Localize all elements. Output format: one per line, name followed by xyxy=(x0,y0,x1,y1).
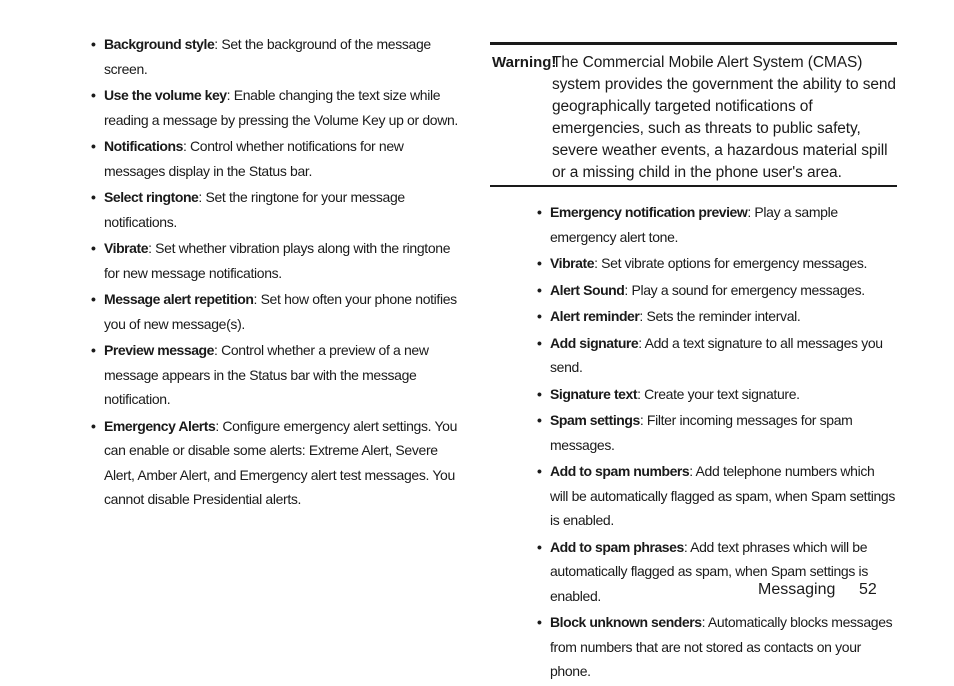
setting-description: : Control whether notifications for new messages display in the Status bar. xyxy=(104,138,404,179)
list-item xyxy=(536,304,896,329)
left-column xyxy=(90,32,458,514)
setting-term: Vibrate xyxy=(104,240,149,256)
list-item xyxy=(90,32,458,81)
setting-description: : Set whether vibration plays along with the ringtone for new message notifications. xyxy=(104,240,451,281)
list-item xyxy=(536,200,896,249)
setting-term: Emergency notification preview xyxy=(550,204,748,220)
bullet: • xyxy=(91,36,96,52)
list-item xyxy=(536,459,896,533)
setting-term: Signature text xyxy=(550,385,638,402)
setting-description: : Automatically blocks messages from numbers that are not stored as contacts on your phone. xyxy=(550,614,893,679)
setting-term: Vibrate xyxy=(550,255,595,271)
setting-term: Notifications xyxy=(104,138,183,154)
setting-term: Add signature xyxy=(550,334,639,351)
setting-description: : Filter incoming messages for spam messages. xyxy=(550,412,853,453)
setting-term: Background style xyxy=(104,36,215,52)
setting-term: Spam settings xyxy=(550,412,640,428)
setting-term: Alert Sound xyxy=(550,281,625,298)
page-number: 52 xyxy=(859,581,877,598)
bullet: • xyxy=(537,463,542,479)
list-item xyxy=(536,535,896,609)
setting-description: : Add text phrases which will be automatically flagged as spam, when Spam settings is enabled. xyxy=(550,538,868,604)
bullet: • xyxy=(91,87,96,103)
setting-description: : Set the ringtone for your message notifications. xyxy=(104,189,405,230)
bullet: • xyxy=(537,412,542,428)
setting-description: : Set how often your phone notifies you of new message(s). xyxy=(104,291,457,332)
setting-description: : Add telephone numbers which will be automatically flagged as spam, when Spam settings is enabled. xyxy=(550,463,896,528)
setting-term: Message alert repetition xyxy=(104,291,254,307)
bullet: • xyxy=(91,240,96,256)
bullet: • xyxy=(537,308,542,324)
setting-term: Preview message xyxy=(104,342,214,358)
list-item xyxy=(90,414,458,512)
setting-description: : Enable changing the text size while reading a message by pressing the Volume Key up or down. xyxy=(104,87,458,128)
setting-description: : Create your text signature. xyxy=(637,385,800,402)
setting-description: : Control whether a preview of a new message appears in the Status bar with the message notification. xyxy=(104,342,429,407)
list-item xyxy=(90,236,458,285)
setting-description: : Sets the reminder interval. xyxy=(639,308,801,324)
list-item xyxy=(536,251,896,276)
warning-label: Warning! xyxy=(492,54,557,71)
list-item xyxy=(536,408,896,457)
bullet: • xyxy=(537,204,542,220)
left-settings-list xyxy=(90,32,458,512)
list-item xyxy=(536,331,896,380)
list-item xyxy=(536,610,896,684)
bullet: • xyxy=(537,385,542,402)
bullet: • xyxy=(91,342,96,358)
setting-description: : Play a sample emergency alert tone. xyxy=(550,204,838,245)
list-item xyxy=(90,338,458,412)
warning-callout xyxy=(490,42,897,187)
setting-description: : Configure emergency alert settings. You can enable or disable some alerts: Extreme Alert, Severe Alert, Amber Alert, and Emergency alert test messages. You cannot disable Presidential alerts. xyxy=(104,417,458,507)
bullet: • xyxy=(91,291,96,307)
setting-description: : Set the background of the message screen. xyxy=(104,36,431,77)
list-item xyxy=(536,382,896,407)
footer-section-title: Messaging xyxy=(758,581,836,598)
right-column xyxy=(536,200,896,686)
list-item xyxy=(536,278,896,303)
bullet: • xyxy=(91,417,96,434)
warning-text: The Commercial Mobile Alert System (CMAS) system provides the government the ability to send geographically targeted notifications of emergencies, such as threats to public safety, severe weather events, a hazardous material spill or a missing child in the phone user's area. xyxy=(552,54,896,181)
list-item xyxy=(90,134,458,183)
bullet: • xyxy=(91,189,96,205)
setting-term: Add to spam phrases xyxy=(550,538,684,555)
list-item xyxy=(90,83,458,132)
bullet: • xyxy=(91,138,96,154)
setting-term: Alert reminder xyxy=(550,308,640,324)
bullet: • xyxy=(537,334,542,351)
setting-term: Use the volume key xyxy=(104,87,227,103)
setting-description: : Play a sound for emergency messages. xyxy=(624,281,865,298)
right-settings-list xyxy=(536,200,896,684)
list-item xyxy=(90,185,458,234)
setting-term: Block unknown senders xyxy=(550,614,702,630)
bullet: • xyxy=(537,538,542,555)
list-item xyxy=(90,287,458,336)
setting-term: Emergency Alerts xyxy=(104,417,216,434)
setting-term: Add to spam numbers xyxy=(550,463,690,479)
bullet: • xyxy=(537,255,542,271)
setting-description: : Set vibrate options for emergency messages. xyxy=(594,255,868,271)
bullet: • xyxy=(537,614,542,630)
setting-term: Select ringtone xyxy=(104,189,199,205)
setting-description: : Add a text signature to all messages you send. xyxy=(550,334,883,375)
bullet: • xyxy=(537,281,542,298)
